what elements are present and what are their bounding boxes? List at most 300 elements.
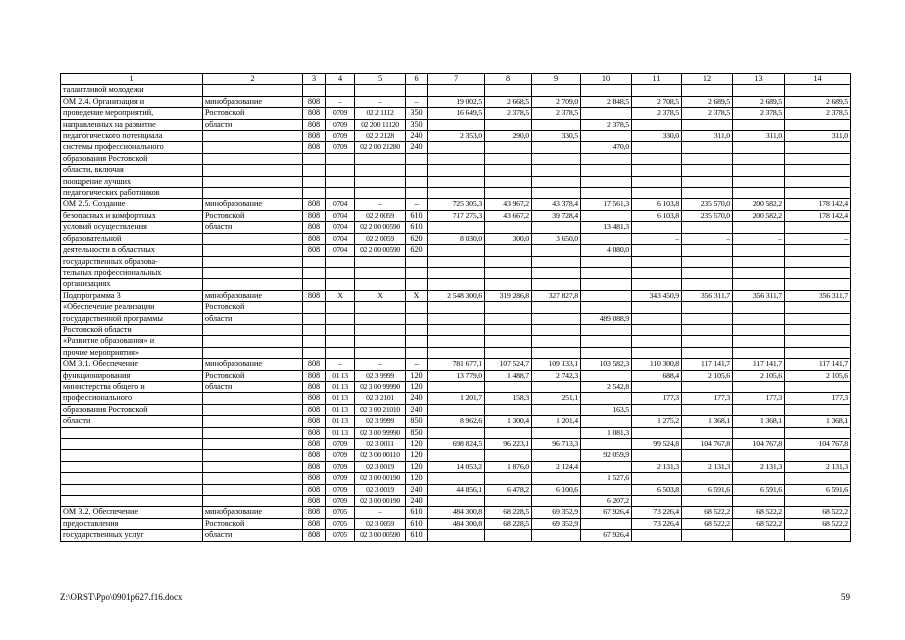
year-2018-cell: 235 570,0 bbox=[682, 199, 733, 210]
grbs-code-cell bbox=[303, 153, 326, 164]
year-2017-cell: 688,4 bbox=[632, 370, 682, 381]
year-2017-cell bbox=[632, 165, 682, 176]
year-2014-cell bbox=[485, 313, 532, 324]
year-2020-cell bbox=[785, 530, 851, 541]
year-2016-cell bbox=[581, 188, 632, 199]
executor-cell bbox=[203, 131, 303, 142]
year-2019-cell bbox=[733, 496, 785, 507]
year-2016-cell bbox=[581, 233, 632, 244]
year-2019-cell bbox=[733, 142, 785, 153]
table-row bbox=[61, 336, 851, 347]
target-article-cell bbox=[355, 256, 406, 267]
year-2015-cell bbox=[532, 279, 581, 290]
year-2014-cell: 6 478,2 bbox=[485, 484, 532, 495]
year-2015-cell: 251,1 bbox=[532, 393, 581, 404]
event-name-cell: образовательной bbox=[61, 233, 203, 244]
year-2014-cell bbox=[485, 245, 532, 256]
table-row bbox=[61, 199, 851, 210]
executor-cell bbox=[203, 336, 303, 347]
year-2017-cell bbox=[632, 256, 682, 267]
target-article-cell: 02 2 0059 bbox=[355, 210, 406, 221]
section-code-cell: 01 13 bbox=[326, 416, 355, 427]
year-2020-cell: 2 378,5 bbox=[785, 108, 851, 119]
table-row bbox=[61, 245, 851, 256]
target-article-cell bbox=[355, 279, 406, 290]
expense-type-cell: 240 bbox=[406, 142, 428, 153]
expense-type-cell bbox=[406, 336, 428, 347]
year-2019-cell bbox=[733, 324, 785, 335]
year-2017-cell bbox=[632, 176, 682, 187]
year-2017-cell: 110 300,8 bbox=[632, 359, 682, 370]
year-2014-cell: 290,0 bbox=[485, 131, 532, 142]
column-number-cell: 1 bbox=[61, 74, 203, 85]
year-2014-cell: 1 488,7 bbox=[485, 370, 532, 381]
year-2020-cell bbox=[785, 473, 851, 484]
executor-cell: области bbox=[203, 313, 303, 324]
section-code-cell: – bbox=[326, 359, 355, 370]
year-2020-cell bbox=[785, 245, 851, 256]
year-2016-cell bbox=[581, 290, 632, 301]
year-2019-cell bbox=[733, 165, 785, 176]
expense-type-cell bbox=[406, 279, 428, 290]
event-name-cell: Ростовской области bbox=[61, 324, 203, 335]
year-2017-cell: – bbox=[632, 233, 682, 244]
grbs-code-cell: 808 bbox=[303, 245, 326, 256]
event-name-cell bbox=[61, 484, 203, 495]
grbs-code-cell bbox=[303, 176, 326, 187]
section-code-cell bbox=[326, 279, 355, 290]
year-2019-cell: 68 522,2 bbox=[733, 518, 785, 529]
year-2015-cell bbox=[532, 142, 581, 153]
total-amount-cell: 781 677,1 bbox=[428, 359, 485, 370]
grbs-code-cell: 808 bbox=[303, 393, 326, 404]
year-2020-cell bbox=[785, 313, 851, 324]
target-article-cell: – bbox=[355, 96, 406, 107]
section-code-cell: 01 13 bbox=[326, 381, 355, 392]
expense-type-cell: 240 bbox=[406, 131, 428, 142]
event-name-cell: образования Ростовской bbox=[61, 153, 203, 164]
target-article-cell: 02 3 9999 bbox=[355, 370, 406, 381]
column-number-cell: 6 bbox=[406, 74, 428, 85]
year-2019-cell bbox=[733, 313, 785, 324]
year-2017-cell bbox=[632, 222, 682, 233]
year-2016-cell bbox=[581, 176, 632, 187]
year-2018-cell: – bbox=[682, 233, 733, 244]
target-article-cell: 02 3 9999 bbox=[355, 416, 406, 427]
year-2020-cell: – bbox=[785, 233, 851, 244]
year-2015-cell bbox=[532, 530, 581, 541]
expense-type-cell: 610 bbox=[406, 222, 428, 233]
total-amount-cell bbox=[428, 381, 485, 392]
year-2020-cell bbox=[785, 496, 851, 507]
year-2016-cell bbox=[581, 279, 632, 290]
year-2015-cell bbox=[532, 347, 581, 358]
year-2018-cell bbox=[682, 176, 733, 187]
executor-cell bbox=[203, 484, 303, 495]
expense-type-cell: – bbox=[406, 199, 428, 210]
year-2020-cell bbox=[785, 404, 851, 415]
event-name-cell bbox=[61, 496, 203, 507]
year-2016-cell bbox=[581, 267, 632, 278]
table-row bbox=[61, 473, 851, 484]
year-2015-cell bbox=[532, 427, 581, 438]
table-row bbox=[61, 381, 851, 392]
year-2018-cell: 311,0 bbox=[682, 131, 733, 142]
grbs-code-cell: 808 bbox=[303, 233, 326, 244]
total-amount-cell: 44 856,1 bbox=[428, 484, 485, 495]
year-2016-cell: 17 561,3 bbox=[581, 199, 632, 210]
year-2018-cell bbox=[682, 279, 733, 290]
year-2018-cell bbox=[682, 496, 733, 507]
grbs-code-cell: 808 bbox=[303, 131, 326, 142]
year-2020-cell: 68 522,2 bbox=[785, 518, 851, 529]
column-number-cell: 2 bbox=[203, 74, 303, 85]
grbs-code-cell: 808 bbox=[303, 370, 326, 381]
year-2014-cell bbox=[485, 142, 532, 153]
target-article-cell: 02 3 00 00110 bbox=[355, 450, 406, 461]
grbs-code-cell bbox=[303, 336, 326, 347]
year-2020-cell: 2 689,5 bbox=[785, 96, 851, 107]
grbs-code-cell: 808 bbox=[303, 142, 326, 153]
year-2018-cell bbox=[682, 153, 733, 164]
target-article-cell: 02 2 0059 bbox=[355, 233, 406, 244]
column-number-cell: 3 bbox=[303, 74, 326, 85]
target-article-cell: 02 3 00 99990 bbox=[355, 381, 406, 392]
executor-cell: минобразование bbox=[203, 359, 303, 370]
executor-cell bbox=[203, 188, 303, 199]
expense-type-cell: 240 bbox=[406, 404, 428, 415]
grbs-code-cell: 808 bbox=[303, 484, 326, 495]
event-name-cell bbox=[61, 473, 203, 484]
executor-cell bbox=[203, 347, 303, 358]
year-2016-cell: 2 848,5 bbox=[581, 96, 632, 107]
table-row bbox=[61, 313, 851, 324]
year-2018-cell bbox=[682, 530, 733, 541]
year-2014-cell bbox=[485, 530, 532, 541]
expense-type-cell bbox=[406, 153, 428, 164]
executor-cell: Ростовской bbox=[203, 108, 303, 119]
table-row bbox=[61, 302, 851, 313]
total-amount-cell: 16 649,5 bbox=[428, 108, 485, 119]
grbs-code-cell bbox=[303, 279, 326, 290]
expense-type-cell: 610 bbox=[406, 507, 428, 518]
executor-cell: Ростовской bbox=[203, 518, 303, 529]
total-amount-cell bbox=[428, 165, 485, 176]
table-row bbox=[61, 256, 851, 267]
year-2020-cell bbox=[785, 336, 851, 347]
expense-type-cell: 610 bbox=[406, 518, 428, 529]
executor-cell bbox=[203, 153, 303, 164]
year-2020-cell: 356 311,7 bbox=[785, 290, 851, 301]
event-name-cell: государственных образова- bbox=[61, 256, 203, 267]
year-2015-cell: 1 201,4 bbox=[532, 416, 581, 427]
year-2019-cell bbox=[733, 176, 785, 187]
grbs-code-cell: 808 bbox=[303, 119, 326, 130]
target-article-cell bbox=[355, 313, 406, 324]
expense-type-cell: – bbox=[406, 359, 428, 370]
expense-type-cell bbox=[406, 324, 428, 335]
target-article-cell: 02 3 00 99990 bbox=[355, 427, 406, 438]
expense-type-cell: 240 bbox=[406, 484, 428, 495]
event-name-cell: ОМ 3.1. Обеспечение bbox=[61, 359, 203, 370]
year-2019-cell: 177,3 bbox=[733, 393, 785, 404]
target-article-cell: 02 3 00 00190 bbox=[355, 496, 406, 507]
footer-page-number: 59 bbox=[841, 592, 850, 602]
table-row bbox=[61, 370, 851, 381]
year-2016-cell bbox=[581, 85, 632, 96]
grbs-code-cell: 808 bbox=[303, 96, 326, 107]
table-row bbox=[61, 131, 851, 142]
expense-type-cell bbox=[406, 267, 428, 278]
grbs-code-cell bbox=[303, 267, 326, 278]
event-name-cell: педагогических работников bbox=[61, 188, 203, 199]
year-2015-cell bbox=[532, 165, 581, 176]
total-amount-cell bbox=[428, 450, 485, 461]
year-2018-cell bbox=[682, 85, 733, 96]
year-2016-cell: 1 527,6 bbox=[581, 473, 632, 484]
total-amount-cell bbox=[428, 142, 485, 153]
table-row bbox=[61, 85, 851, 96]
year-2015-cell: 2 709,0 bbox=[532, 96, 581, 107]
year-2018-cell bbox=[682, 473, 733, 484]
year-2017-cell: 6 503,8 bbox=[632, 484, 682, 495]
event-name-cell: педагогического потенциала bbox=[61, 131, 203, 142]
expense-type-cell: 240 bbox=[406, 496, 428, 507]
year-2017-cell: 177,3 bbox=[632, 393, 682, 404]
year-2019-cell bbox=[733, 188, 785, 199]
executor-cell: Ростовской bbox=[203, 302, 303, 313]
event-name-cell: системы профессионального bbox=[61, 142, 203, 153]
grbs-code-cell bbox=[303, 165, 326, 176]
table-row bbox=[61, 176, 851, 187]
executor-cell: области bbox=[203, 530, 303, 541]
target-article-cell: 02 3 0019 bbox=[355, 461, 406, 472]
year-2020-cell bbox=[785, 347, 851, 358]
year-2016-cell: 13 481,3 bbox=[581, 222, 632, 233]
executor-cell bbox=[203, 279, 303, 290]
year-2015-cell: 2 378,5 bbox=[532, 108, 581, 119]
year-2014-cell: 300,0 bbox=[485, 233, 532, 244]
section-code-cell: 0709 bbox=[326, 439, 355, 450]
year-2016-cell bbox=[581, 416, 632, 427]
section-code-cell: 0705 bbox=[326, 507, 355, 518]
section-code-cell bbox=[326, 302, 355, 313]
year-2018-cell bbox=[682, 450, 733, 461]
total-amount-cell bbox=[428, 427, 485, 438]
year-2017-cell: 2 708,5 bbox=[632, 96, 682, 107]
year-2018-cell bbox=[682, 188, 733, 199]
section-code-cell bbox=[326, 336, 355, 347]
executor-cell bbox=[203, 176, 303, 187]
event-name-cell: ОМ 2.5. Создание bbox=[61, 199, 203, 210]
year-2015-cell: 69 352,9 bbox=[532, 507, 581, 518]
column-number-cell: 4 bbox=[326, 74, 355, 85]
year-2020-cell bbox=[785, 427, 851, 438]
executor-cell bbox=[203, 496, 303, 507]
year-2015-cell bbox=[532, 313, 581, 324]
section-code-cell: Х bbox=[326, 290, 355, 301]
year-2014-cell bbox=[485, 404, 532, 415]
event-name-cell bbox=[61, 427, 203, 438]
event-name-cell: предоставления bbox=[61, 518, 203, 529]
year-2018-cell: 2 689,5 bbox=[682, 96, 733, 107]
expense-type-cell: – bbox=[406, 96, 428, 107]
year-2014-cell: 1 300,4 bbox=[485, 416, 532, 427]
year-2016-cell bbox=[581, 165, 632, 176]
year-2016-cell: 489 088,9 bbox=[581, 313, 632, 324]
event-name-cell: «Развитие образования» и bbox=[61, 336, 203, 347]
year-2018-cell: 356 311,7 bbox=[682, 290, 733, 301]
year-2020-cell bbox=[785, 142, 851, 153]
year-2020-cell bbox=[785, 256, 851, 267]
year-2014-cell: 158,3 bbox=[485, 393, 532, 404]
table-row bbox=[61, 359, 851, 370]
table-row bbox=[61, 290, 851, 301]
year-2014-cell bbox=[485, 324, 532, 335]
column-number-cell: 7 bbox=[428, 74, 485, 85]
budget-table bbox=[60, 73, 851, 542]
executor-cell: области bbox=[203, 119, 303, 130]
year-2017-cell bbox=[632, 404, 682, 415]
year-2017-cell bbox=[632, 381, 682, 392]
year-2015-cell bbox=[532, 153, 581, 164]
grbs-code-cell: 808 bbox=[303, 518, 326, 529]
column-number-cell: 13 bbox=[733, 74, 785, 85]
grbs-code-cell bbox=[303, 188, 326, 199]
year-2020-cell bbox=[785, 165, 851, 176]
executor-cell: области bbox=[203, 222, 303, 233]
year-2017-cell bbox=[632, 324, 682, 335]
expense-type-cell: Х bbox=[406, 290, 428, 301]
year-2020-cell: 311,0 bbox=[785, 131, 851, 142]
year-2019-cell: 2 689,5 bbox=[733, 96, 785, 107]
total-amount-cell: 13 779,0 bbox=[428, 370, 485, 381]
year-2017-cell bbox=[632, 313, 682, 324]
target-article-cell bbox=[355, 188, 406, 199]
executor-cell bbox=[203, 393, 303, 404]
year-2016-cell: 92 059,9 bbox=[581, 450, 632, 461]
year-2014-cell bbox=[485, 347, 532, 358]
total-amount-cell bbox=[428, 188, 485, 199]
year-2014-cell bbox=[485, 256, 532, 267]
table-row bbox=[61, 461, 851, 472]
year-2020-cell: 68 522,2 bbox=[785, 507, 851, 518]
target-article-cell bbox=[355, 324, 406, 335]
table-row bbox=[61, 188, 851, 199]
grbs-code-cell bbox=[303, 85, 326, 96]
total-amount-cell: 2 548 300,6 bbox=[428, 290, 485, 301]
year-2018-cell: 2 105,6 bbox=[682, 370, 733, 381]
column-number-cell: 5 bbox=[355, 74, 406, 85]
year-2016-cell bbox=[581, 393, 632, 404]
year-2020-cell bbox=[785, 176, 851, 187]
year-2020-cell bbox=[785, 450, 851, 461]
year-2020-cell bbox=[785, 85, 851, 96]
section-code-cell bbox=[326, 176, 355, 187]
year-2014-cell bbox=[485, 153, 532, 164]
target-article-cell: 02 3 0011 bbox=[355, 439, 406, 450]
year-2019-cell bbox=[733, 302, 785, 313]
year-2017-cell bbox=[632, 153, 682, 164]
year-2017-cell: 2 378,5 bbox=[632, 108, 682, 119]
executor-cell bbox=[203, 404, 303, 415]
year-2018-cell: 235 570,0 bbox=[682, 210, 733, 221]
table-row bbox=[61, 119, 851, 130]
year-2015-cell bbox=[532, 336, 581, 347]
year-2018-cell bbox=[682, 256, 733, 267]
section-code-cell: 0709 bbox=[326, 108, 355, 119]
year-2017-cell bbox=[632, 450, 682, 461]
year-2016-cell bbox=[581, 131, 632, 142]
event-name-cell: безопасных и комфортных bbox=[61, 210, 203, 221]
year-2017-cell: 73 226,4 bbox=[632, 507, 682, 518]
executor-cell: минобразование bbox=[203, 507, 303, 518]
year-2014-cell: 43 967,2 bbox=[485, 199, 532, 210]
grbs-code-cell: 808 bbox=[303, 381, 326, 392]
executor-cell: минобразование bbox=[203, 290, 303, 301]
target-article-cell: 02 3 00 00190 bbox=[355, 473, 406, 484]
section-code-cell: 0709 bbox=[326, 131, 355, 142]
total-amount-cell: 2 353,0 bbox=[428, 131, 485, 142]
year-2015-cell bbox=[532, 245, 581, 256]
executor-cell bbox=[203, 427, 303, 438]
executor-cell bbox=[203, 461, 303, 472]
year-2017-cell: 1 275,2 bbox=[632, 416, 682, 427]
total-amount-cell: 8 030,0 bbox=[428, 233, 485, 244]
section-code-cell: 0704 bbox=[326, 199, 355, 210]
grbs-code-cell: 808 bbox=[303, 461, 326, 472]
table-row bbox=[61, 210, 851, 221]
year-2019-cell bbox=[733, 245, 785, 256]
table-row bbox=[61, 416, 851, 427]
year-2019-cell bbox=[733, 256, 785, 267]
year-2018-cell: 117 141,7 bbox=[682, 359, 733, 370]
year-2015-cell bbox=[532, 496, 581, 507]
column-number-header bbox=[61, 74, 851, 85]
year-2018-cell: 104 767,8 bbox=[682, 439, 733, 450]
year-2016-cell bbox=[581, 518, 632, 529]
table-row bbox=[61, 165, 851, 176]
section-code-cell bbox=[326, 267, 355, 278]
total-amount-cell: 14 053,2 bbox=[428, 461, 485, 472]
year-2020-cell bbox=[785, 222, 851, 233]
target-article-cell bbox=[355, 153, 406, 164]
year-2015-cell: 3 650,0 bbox=[532, 233, 581, 244]
year-2019-cell: 356 311,7 bbox=[733, 290, 785, 301]
target-article-cell bbox=[355, 85, 406, 96]
year-2014-cell bbox=[485, 450, 532, 461]
year-2014-cell bbox=[485, 302, 532, 313]
total-amount-cell bbox=[428, 119, 485, 130]
year-2020-cell bbox=[785, 381, 851, 392]
executor-cell bbox=[203, 245, 303, 256]
grbs-code-cell: 808 bbox=[303, 404, 326, 415]
executor-cell bbox=[203, 439, 303, 450]
section-code-cell bbox=[326, 256, 355, 267]
total-amount-cell bbox=[428, 302, 485, 313]
year-2020-cell bbox=[785, 279, 851, 290]
year-2014-cell bbox=[485, 267, 532, 278]
year-2016-cell bbox=[581, 324, 632, 335]
year-2016-cell bbox=[581, 484, 632, 495]
total-amount-cell: 1 201,7 bbox=[428, 393, 485, 404]
executor-cell: минобразование bbox=[203, 199, 303, 210]
grbs-code-cell bbox=[303, 347, 326, 358]
section-code-cell: 0709 bbox=[326, 119, 355, 130]
year-2019-cell: – bbox=[733, 233, 785, 244]
year-2019-cell: 200 582,2 bbox=[733, 210, 785, 221]
event-name-cell: ОМ 2.4. Организация и bbox=[61, 96, 203, 107]
